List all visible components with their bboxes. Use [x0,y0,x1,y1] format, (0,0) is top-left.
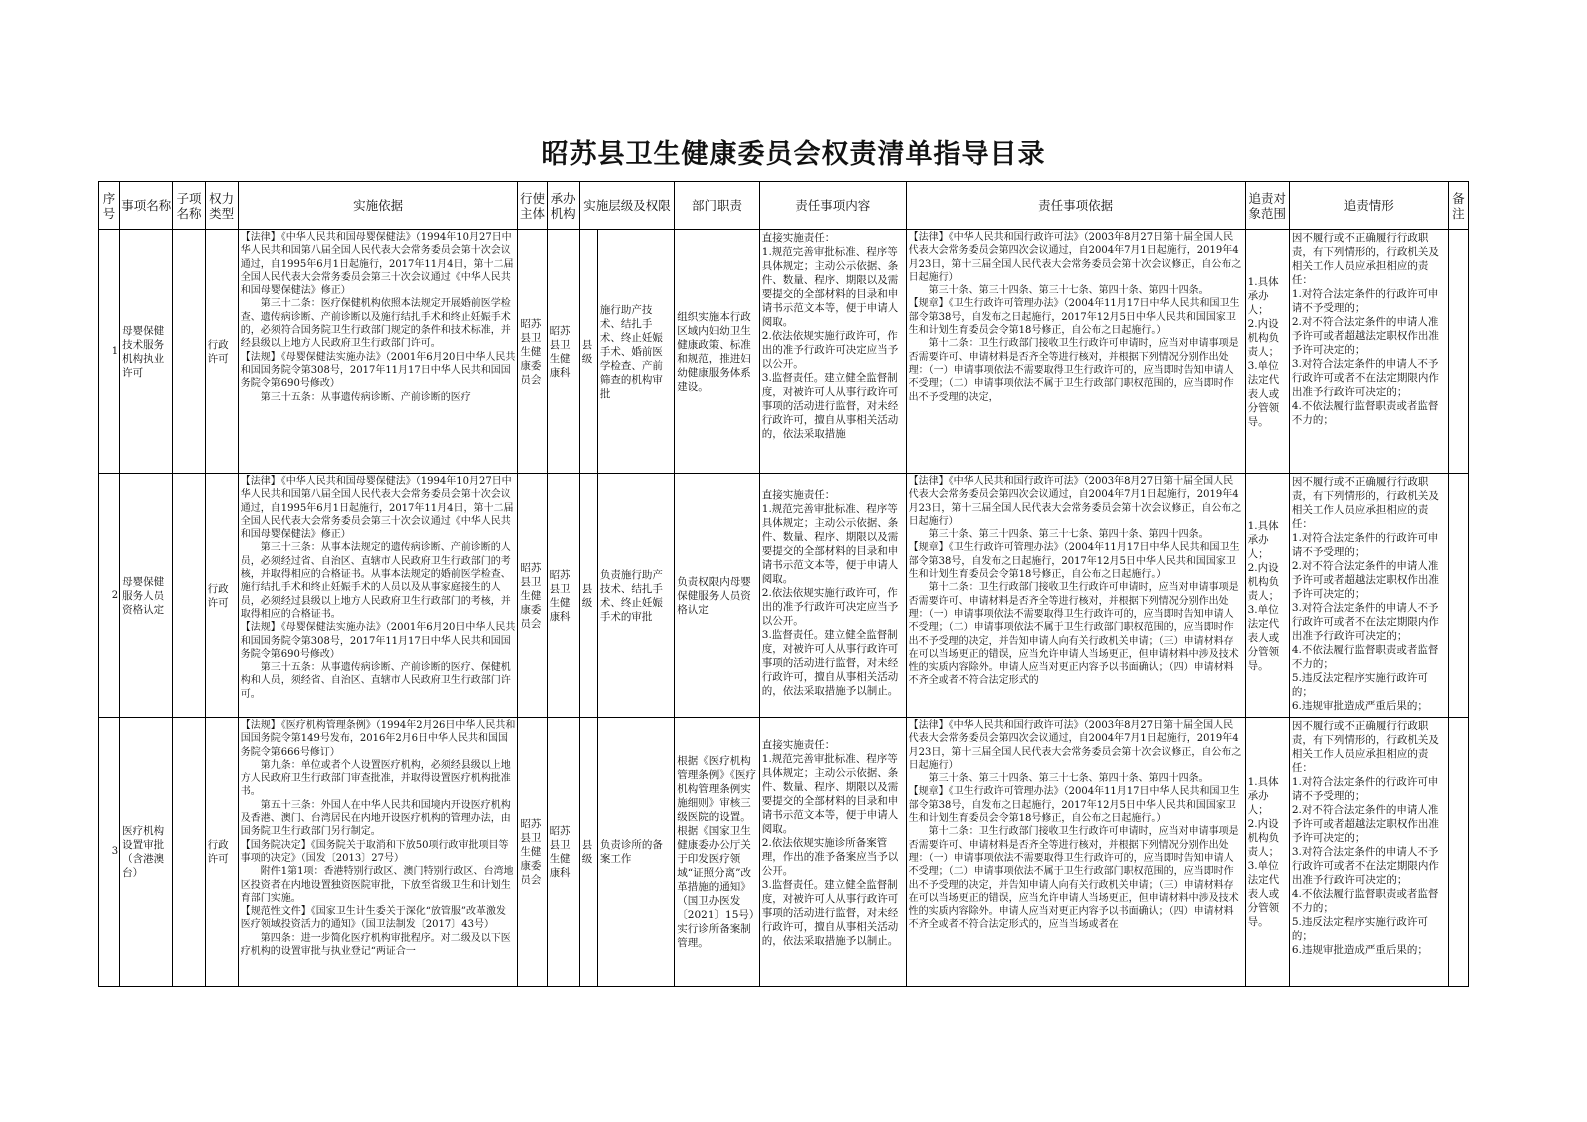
row-power-type: 行政许可 [207,582,229,609]
row-cases: 因不履行或不正确履行行政职责，有下列情形的，行政机关及相关工作人员应承担相应的责任： 1.对符合法定条件的行政许可申请不予受理的； 2.对不符合法定条件的申请人准予许可或者超越法定职权作出准予许可决定的； 3.对符合法定条件的申请人不予行政许可或者不在法定期限内作出准予行政许可决定的； 4.不依法履行监督职责或者监督不力的； 5.违反法定程序实施行政许可的； 6.违规审批造成严重后果的； [1291,720,1439,956]
header-seq: 序号 [99,182,120,230]
row-subject: 昭苏县卫生健康委员会 [520,818,542,886]
header-item-name: 事项名称 [120,182,173,230]
row-seq: 1 [111,345,119,357]
row-level: 县级 [581,839,593,865]
row-note [1449,230,1468,473]
header-org: 承办机构 [547,182,579,230]
page-title: 昭苏县卫生健康委员会权责清单指导目录 [541,139,1046,170]
row-seq: 3 [111,846,119,857]
header-power-type: 权力类型 [205,182,238,230]
row-subject: 昭苏县卫生健康委员会 [520,561,542,630]
authority-list-table [98,181,1469,987]
row-sub-item [173,474,204,717]
row-content: 直接实施责任： 1.规范完善审批标准、程序等具体规定；主动公示依据、条件、数量、程序、期限以及需要提交的全部材料的目录和申请书示范文本等，便于申请人阅取。 2.依法依规实施行政许可，作出的准予行政许可决定应当予以公开。 3.监督责任。建立健全监督制度，对被许可人从事行政许可事项的活动进行监督，对未经行政许可，擅自从事相关活动的，依法采取措施予以制止。 [761,489,899,697]
row-resp-basis: 【法律】《中华人民共和国行政许可法》（2003年8月27日第十届全国人民代表大会常务委员会第四次会议通过，自2004年7月1日起施行，2019年4月23日，第十三届全国人民代表大会常务委员会第十次会议修正，自公布之日起施行） 第三十条、第三十四条、第三十七条、第四十条、第四十四条。 【规章】《卫生行政许可管理办法》（2004年11月17日中华人民共和国卫生部令第38号，自发布之日起施行，2017年12月5日中华人民共和国国家卫生和计划生育委员会令第18号修正，自公布之日起施行。） 第十二条：卫生行政部门接收卫生行政许可申请时，应当对申请事项是否需要许可、申请材料是否齐全等进行核对，并根据下列情况分别作出处理：（一）申请事项依法不需要取得卫生行政许可的，应当即时告知申请人不受理；（二）申请事项依法不属于卫生行政部门职权范围的，应当即时作出不予受理的决定，并告知申请人向有关行政机关申请；（三）申请材料存在可以当场更正的错误，应当允许申请人当场更正，但申请材料中涉及技术性的实质内容除外。申请人应当对更正内容予以书面确认；（四）申请材料不齐全或者不符合法定形式的 [908,476,1242,687]
row-sub-item [173,718,204,986]
row-level: 县级 [581,582,593,609]
row-note [1449,718,1468,986]
row-org: 昭苏县卫生健康科 [549,324,571,379]
row-resp-basis: 【法律】《中华人民共和国行政许可法》（2003年8月27日第十届全国人民代表大会常务委员会第四次会议通过，自2004年7月1日起施行，2019年4月23日，第十三届全国人民代表大会常务委员会第十次会议修正，自公布之日起施行） 第三十条、第三十四条、第三十七条、第四十条、第四十四条。 【规章】《卫生行政许可管理办法》（2004年11月17日中华人民共和国卫生部令第38号，自发布之日起施行，2017年12月5日中华人民共和国国家卫生和计划生育委员会令第18号修正，自公布之日起施行。） 第十二条：卫生行政部门接收卫生行政许可申请时，应当对申请事项是否需要许可、申请材料是否齐全等进行核对，并根据下列情况分别作出处理：（一）申请事项依法不需要取得卫生行政许可的，应当即时告知申请人不受理；（二）申请事项依法不属于卫生行政部门职权范围的，应当即时作出不予受理的决定， [908,232,1242,403]
row-org: 昭苏县卫生健康科 [549,825,571,879]
row-duty: 根据《医疗机构管理条例》《医疗机构管理条例实施细则》审核三级医院的设置。根据《国家卫生健康委办公厅关于印发医疗领域“证照分离”改革措施的通知》（国卫办医发〔2021〕15号）实行诊所备案制管理。 [677,755,757,949]
row-scope: 1.具体承办人； 2.内设机构负责人； 3.单位法定代表人或分管领导。 [1247,519,1280,672]
row-duty: 组织实施本行政区域内妇幼卫生健康政策、标准和规范，推进妇幼健康服务体系建设。 [677,310,751,393]
row-power-type: 行政许可 [207,338,229,365]
row-power: 负责施行助产技术、结扎手术、终止妊娠手术的审批 [599,568,663,623]
header-basis: 实施依据 [238,182,518,230]
row-cases: 因不履行或不正确履行行政职责，有下列情形的，行政机关及相关工作人员应承担相应的责任： 1.对符合法定条件的行政许可申请不予受理的； 2.对不符合法定条件的申请人准予许可或者超越法定职权作出准予许可决定的； 3.对符合法定条件的申请人不予行政许可或者不在法定期限内作出准予行政许可决定的； 4.不依法履行监督职责或者监督不力的； 5.违反法定程序实施行政许可的； 6.违规审批造成严重后果的； [1291,476,1439,712]
header-duty: 部门职责 [675,182,759,230]
row-scope: 1.具体承办人； 2.内设机构负责人； 3.单位法定代表人或分管领导。 [1247,275,1280,428]
header-subject: 行使主体 [518,182,547,230]
row-item-name: 医疗机构设置审批（含港澳台） [122,825,165,879]
row-subject: 昭苏县卫生健康委员会 [520,317,542,386]
header-resp-basis: 责任事项依据 [906,182,1245,230]
header-scope: 追责对象范围 [1245,182,1289,230]
header-content: 责任事项内容 [759,182,906,230]
row-sub-item [173,230,204,473]
header-level: 实施层级及权限 [579,182,675,230]
table-row [99,474,1469,718]
row-item-name: 母婴保健服务人员资格认定 [122,575,165,616]
row-power: 负责诊所的备案工作 [599,839,663,865]
header-row [99,182,1469,230]
row-duty: 负责权限内母婴保健服务人员资格认定 [677,575,751,616]
row-power-type: 行政许可 [207,839,229,865]
row-resp-basis: 【法律】《中华人民共和国行政许可法》（2003年8月27日第十届全国人民代表大会常务委员会第四次会议通过，自2004年7月1日起施行，2019年4月23日，第十三届全国人民代表大会常务委员会第十次会议修正，自公布之日起施行） 第三十条、第三十四条、第三十七条、第四十条、第四十四条。 【规章】《卫生行政许可管理办法》（2004年11月17日中华人民共和国卫生部令第38号，自发布之日起施行，2017年12月5日中华人民共和国国家卫生和计划生育委员会令第18号修正，自公布之日起施行。） 第十二条：卫生行政部门接收卫生行政许可申请时，应当对申请事项是否需要许可、申请材料是否齐全等进行核对，并根据下列情况分别作出处理：（一）申请事项依法不需要取得卫生行政许可的，应当即时告知申请人不受理；（二）申请事项依法不属于卫生行政部门职权范围的，应当即时作出不予受理的决定，并告知申请人向有关行政机关申请；（三）申请材料存在可以当场更正的错误，应当允许申请人当场更正，但申请材料中涉及技术性的实质内容除外。申请人应当对更正内容予以书面确认；（四）申请材料不齐全或者不符合法定形式的，应当当场或者在 [908,720,1242,931]
row-basis: 【法律】《中华人民共和国母婴保健法》（1994年10月27日中华人民共和国第八届全国人民代表大会常务委员会第十次会议通过，自1995年6月1日起施行，2017年11月4日，第十二届全国人民代表大会常务委员会第三十次会议通过《中华人民共和国母婴保健法》修正） 第三十三条：从事本法规定的遗传病诊断、产前诊断的人员，必须经过省、自治区、直辖市人民政府卫生行政部门的考核，并取得相应的合格证书。从事本法规定的婚前医学检查、施行结扎手术和终止妊娠手术的人员以及从事家庭接生的人员，必须经过县级以上地方人民政府卫生行政部门的考核，并取得相应的合格证书。 【法规】《母婴保健法实施办法》（2001年6月20日中华人民共和国国务院令第308号，2017年11月17日中华人民共和国国务院令第690号修改） 第三十五条：从事遗传病诊断、产前诊断的医疗、保健机构和人员，须经省、自治区、直辖市人民政府卫生行政部门许可。 [240,476,516,700]
row-cases: 因不履行或不正确履行行政职责，有下列情形的，行政机关及相关工作人员应承担相应的责任： 1.对符合法定条件的行政许可申请不予受理的； 2.对不符合法定条件的申请人准予许可或者超越法定职权作出准予许可决定的； 3.对符合法定条件的申请人不予行政许可或者不在法定期限内作出准予行政许可决定的； 4.不依法履行监督职责或者监督不力的； [1291,232,1439,426]
row-power: 施行助产技术、结扎手术、终止妊娠手术、婚前医学检查、产前筛查的机构审批 [599,303,663,400]
header-note: 备注 [1448,182,1468,230]
table-row [99,718,1469,987]
row-content: 直接实施责任： 1.规范完善审批标准、程序等具体规定；主动公示依据、条件、数量、程序、期限以及需要提交的全部材料的目录和申请书示范文本等，便于申请人阅取。 2.依法依规实施行政许可，作出的准予行政许可决定应当予以公开。 3.监督责任。建立健全监督制度，对被许可人从事行政许可事项的活动进行监督，对未经行政许可，擅自从事相关活动的，依法采取措施 [761,232,899,440]
header-cases: 追责情形 [1289,182,1448,230]
header-sub-item: 子项名称 [173,182,205,230]
row-basis: 【法规】《医疗机构管理条例》（1994年2月26日中华人民共和国国务院令第149号发布，2016年2月6日中华人民共和国国务院令第666号修订） 第九条：单位或者个人设置医疗机构，必须经县级以上地方人民政府卫生行政部门审查批准，并取得设置医疗机构批准书。 第五十三条：外国人在中华人民共和国境内开设医疗机构及香港、澳门、台湾居民在内地开设医疗机构的管理办法，由国务院卫生行政部门另行制定。 【国务院决定】《国务院关于取消和下放50项行政审批项目等事项的决定》（国发〔2013〕27号） 附件1第1项：香港特别行政区、澳门特别行政区、台湾地区投资者在内地设置独资医院审批，下放至省级卫生和计划生育部门实施。 【规范性文件】《国家卫生计生委关于深化“放管服”改革激发医疗领域投资活力的通知》（国卫法制发〔2017〕43号） 第四条：进一步简化医疗机构审批程序。对二级及以下医疗机构的设置审批与执业登记“两证合一 [240,720,516,958]
table-row [99,230,1469,474]
row-org: 昭苏县卫生健康科 [549,568,571,623]
row-content: 直接实施责任： 1.规范完善审批标准、程序等具体规定；主动公示依据、条件、数量、程序、期限以及需要提交的全部材料的目录和申请书示范文本等，便于申请人阅取。 2.依法依规实施诊所备案管理，作出的准予备案应当予以公开。 3.监督责任。建立健全监督制度，对被许可人从事行政许可事项的活动进行监督，对未经行政许可，擅自从事相关活动的，依法采取措施予以制止。 [761,739,899,947]
row-scope: 1.具体承办人； 2.内设机构负责人； 3.单位法定代表人或分管领导。 [1247,776,1280,928]
row-note [1449,474,1468,717]
row-level: 县级 [581,338,593,365]
row-seq: 2 [111,589,119,601]
row-basis: 【法律】《中华人民共和国母婴保健法》（1994年10月27日中华人民共和国第八届全国人民代表大会常务委员会第十次会议通过，自1995年6月1日起施行，2017年11月4日，第十二届全国人民代表大会常务委员会第三十次会议通过《中华人民共和国母婴保健法》修正） 第三十二条：医疗保健机构依照本法规定开展婚前医学检查、遗传病诊断、产前诊断以及施行结扎手术和终止妊娠手术的，必须符合国务院卫生行政部门规定的条件和技术标准，并经县级以上地方人民政府卫生行政部门许可。 【法规】《母婴保健法实施办法》（2001年6月20日中华人民共和国国务院令第308号，2017年11月17日中华人民共和国国务院令第690号修改） 第三十五条：从事遗传病诊断、产前诊断的医疗 [240,232,516,403]
row-item-name: 母婴保健技术服务机构执业许可 [122,324,165,379]
